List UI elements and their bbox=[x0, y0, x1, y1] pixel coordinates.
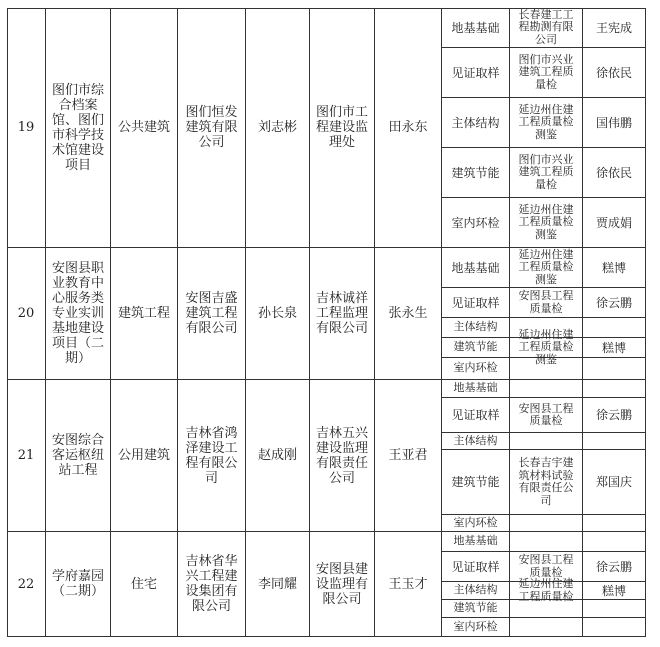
project-name: 安图县职业教育中心服务类专业实训基地建设项目（二期） bbox=[46, 248, 111, 380]
test-item: 地基基础 bbox=[442, 248, 510, 288]
test-item: 建筑节能 bbox=[442, 450, 510, 515]
test-person: 糕博 bbox=[583, 248, 646, 288]
test-agency bbox=[510, 358, 583, 380]
test-person: 徐云鹏 bbox=[583, 398, 646, 433]
test-agency: 延边州住建工程质量检 bbox=[510, 582, 583, 600]
project-name: 图们市综合档案馆、图们市科学技术馆建设项目 bbox=[46, 8, 111, 248]
test-item: 主体结构 bbox=[442, 433, 510, 450]
test-item: 建筑节能 bbox=[442, 148, 510, 198]
project-category: 公共建筑 bbox=[111, 8, 178, 248]
test-person bbox=[583, 600, 646, 618]
project-no: 20 bbox=[7, 248, 46, 380]
test-item: 主体结构 bbox=[442, 318, 510, 338]
test-item: 见证取样 bbox=[442, 288, 510, 318]
project-chief: 田永东 bbox=[375, 8, 442, 248]
test-agency: 延边州住建工程质量检测鉴 bbox=[510, 198, 583, 248]
test-item: 建筑节能 bbox=[442, 600, 510, 618]
test-agency bbox=[510, 433, 583, 450]
test-agency bbox=[510, 618, 583, 637]
test-item: 地基基础 bbox=[442, 380, 510, 398]
project-category: 公用建筑 bbox=[111, 380, 178, 532]
project-no: 21 bbox=[7, 380, 46, 532]
test-item: 建筑节能 bbox=[442, 338, 510, 358]
test-item: 见证取样 bbox=[442, 398, 510, 433]
test-person bbox=[583, 380, 646, 398]
test-agency bbox=[510, 380, 583, 398]
project-category: 建筑工程 bbox=[111, 248, 178, 380]
test-agency: 长春建工工程勘测有限公司 bbox=[510, 8, 583, 48]
test-person: 贾成娟 bbox=[583, 198, 646, 248]
project-manager: 赵成刚 bbox=[246, 380, 310, 532]
test-person: 糕博 bbox=[583, 338, 646, 358]
test-person: 徐依民 bbox=[583, 148, 646, 198]
test-item: 主体结构 bbox=[442, 98, 510, 148]
project-manager: 孙长泉 bbox=[246, 248, 310, 380]
project-supervisor: 吉林五兴建设监理有限责任公司 bbox=[310, 380, 375, 532]
test-agency: 延边州住建工程质量检测鉴 bbox=[510, 98, 583, 148]
project-chief: 王亚君 bbox=[375, 380, 442, 532]
test-agency bbox=[510, 515, 583, 532]
test-person: 王宪成 bbox=[583, 8, 646, 48]
test-agency: 安图县工程质量检 bbox=[510, 552, 583, 582]
test-person: 徐云鹏 bbox=[583, 288, 646, 318]
test-agency: 安图县工程质量检 bbox=[510, 398, 583, 433]
test-agency bbox=[510, 600, 583, 618]
project-supervisor: 图们市工程建设监理处 bbox=[310, 8, 375, 248]
project-manager: 李同耀 bbox=[246, 532, 310, 637]
test-agency: 安图县工程质量检 bbox=[510, 288, 583, 318]
test-person bbox=[583, 318, 646, 338]
test-item: 室内环检 bbox=[442, 358, 510, 380]
test-person bbox=[583, 532, 646, 552]
test-agency bbox=[510, 532, 583, 552]
test-agency: 长春吉宇建筑材料试验有限责任公司 bbox=[510, 450, 583, 515]
test-item: 地基基础 bbox=[442, 8, 510, 48]
test-person: 徐云鹏 bbox=[583, 552, 646, 582]
project-category: 住宅 bbox=[111, 532, 178, 637]
test-person bbox=[583, 433, 646, 450]
test-person: 郑国庆 bbox=[583, 450, 646, 515]
test-item: 室内环检 bbox=[442, 515, 510, 532]
project-contractor: 吉林省鸿泽建设工程有限公司 bbox=[178, 380, 246, 532]
project-supervisor: 吉林诚祥工程监理有限公司 bbox=[310, 248, 375, 380]
test-item: 见证取样 bbox=[442, 48, 510, 98]
test-agency: 图们市兴业建筑工程质量检 bbox=[510, 48, 583, 98]
test-item: 地基基础 bbox=[442, 532, 510, 552]
test-agency: 图们市兴业建筑工程质量检 bbox=[510, 148, 583, 198]
test-person bbox=[583, 358, 646, 380]
test-person: 糕博 bbox=[583, 582, 646, 600]
test-item: 室内环检 bbox=[442, 198, 510, 248]
project-no: 19 bbox=[7, 8, 46, 248]
test-agency: 延边州住建工程质量检测鉴 bbox=[510, 338, 583, 358]
test-person bbox=[583, 618, 646, 637]
test-item: 见证取样 bbox=[442, 552, 510, 582]
project-contractor: 安图吉盛建筑工程有限公司 bbox=[178, 248, 246, 380]
project-name: 安图综合客运枢纽站工程 bbox=[46, 380, 111, 532]
test-agency: 延边州住建工程质量检测鉴 bbox=[510, 248, 583, 288]
test-item: 室内环检 bbox=[442, 618, 510, 637]
project-contractor: 图们恒发建筑有限公司 bbox=[178, 8, 246, 248]
project-no: 22 bbox=[7, 532, 46, 637]
test-person bbox=[583, 515, 646, 532]
project-chief: 张永生 bbox=[375, 248, 442, 380]
project-contractor: 吉林省华兴工程建设集团有限公司 bbox=[178, 532, 246, 637]
test-person: 国伟鹏 bbox=[583, 98, 646, 148]
project-supervisor: 安图县建设监理有限公司 bbox=[310, 532, 375, 637]
test-item: 主体结构 bbox=[442, 582, 510, 600]
test-person: 徐依民 bbox=[583, 48, 646, 98]
project-name: 学府嘉园（二期） bbox=[46, 532, 111, 637]
project-chief: 王玉才 bbox=[375, 532, 442, 637]
project-manager: 刘志彬 bbox=[246, 8, 310, 248]
